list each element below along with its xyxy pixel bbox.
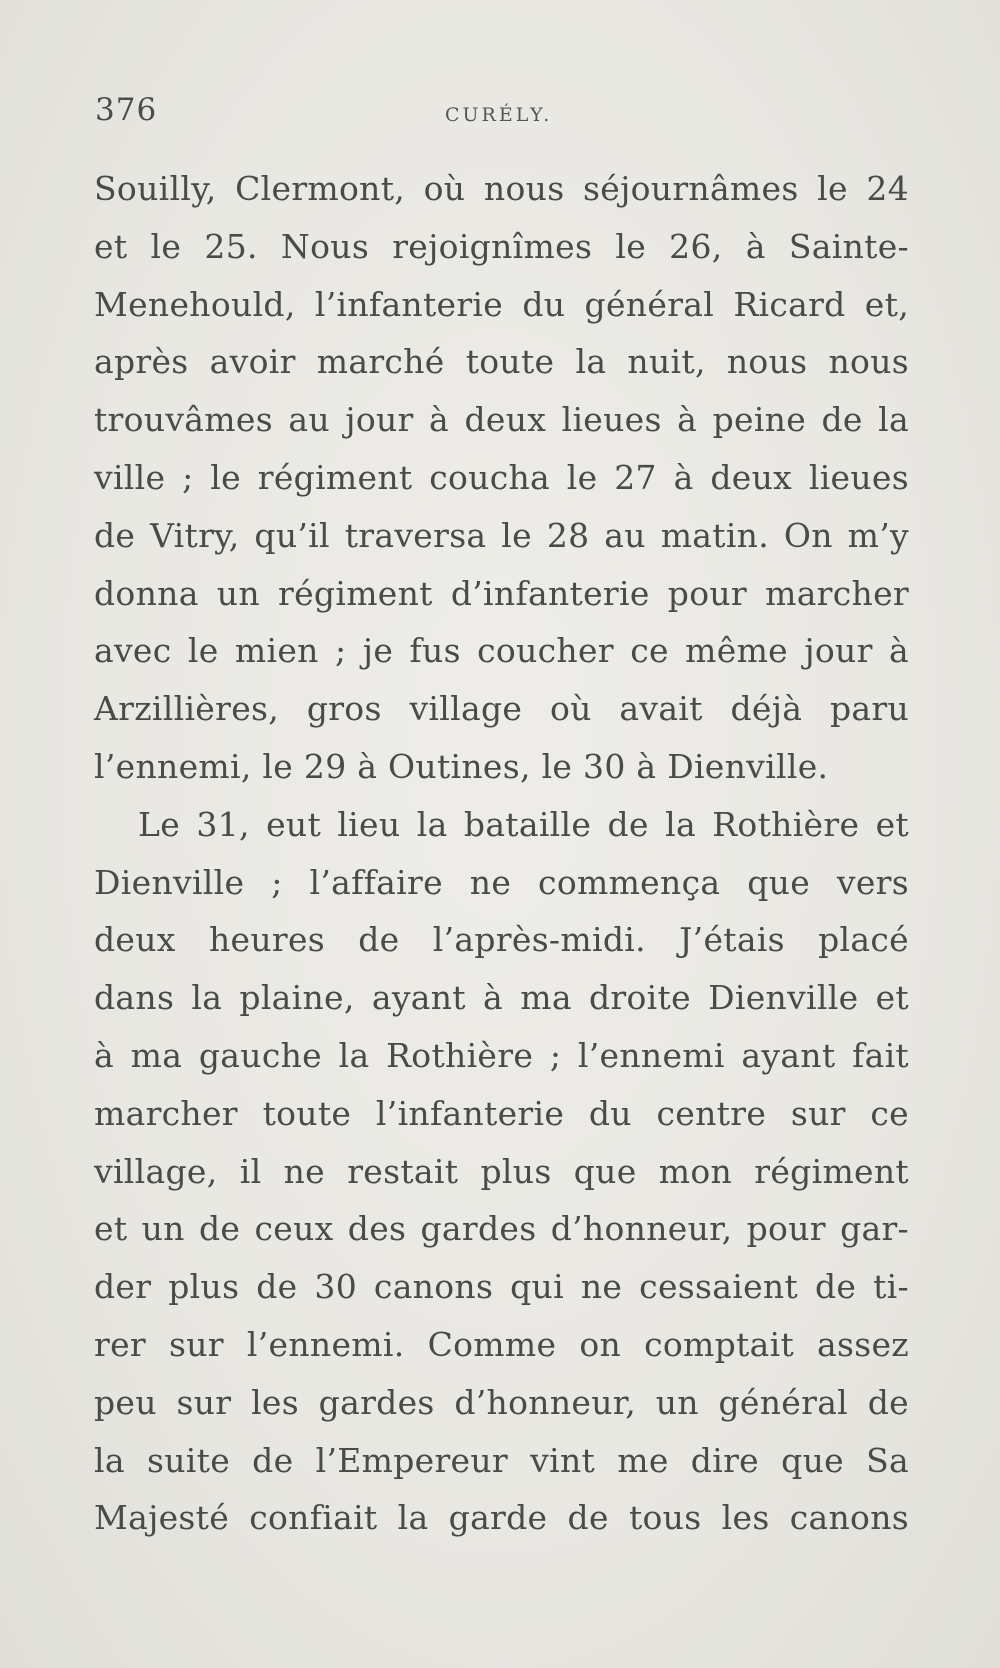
- text-line: de Vitry, qu’il traversa le 28 au matin. On m’y: [94, 515, 909, 555]
- text-line: l’ennemi, le 29 à Outines, le 30 à Dienville.: [94, 746, 829, 786]
- text-line: marcher toute l’infanterie du centre sur ce: [94, 1093, 909, 1133]
- text-line: peu sur les gardes d’honneur, un général de: [94, 1382, 909, 1422]
- text-line: Souilly, Clermont, où nous séjournâmes le 24: [94, 169, 909, 208]
- text-line: ville ; le régiment coucha le 27 à deux lieues: [94, 457, 909, 497]
- text-line: avec le mien ; je fus coucher ce même jour à: [94, 631, 909, 671]
- text-line: rer sur l’ennemi. Comme on comptait assez: [94, 1324, 909, 1364]
- text-line: la suite de l’Empereur vint me dire que Sa: [94, 1440, 909, 1480]
- text-line: et le 25. Nous rejoignîmes le 26, à Sainte-: [94, 226, 909, 266]
- running-head: CURÉLY.: [445, 104, 553, 126]
- page-header: [95, 92, 905, 132]
- text-line: dans la plaine, ayant à ma droite Dienville et: [94, 978, 909, 1018]
- paragraph-first-line: Le 31, eut lieu la bataille de la Rothière et: [138, 804, 909, 844]
- text-line: donna un régiment d’infanterie pour marcher: [94, 573, 909, 613]
- text-line: et un de ceux des gardes d’honneur, pour gar-: [94, 1209, 909, 1249]
- text-line: à ma gauche la Rothière ; l’ennemi ayant fait: [94, 1035, 909, 1075]
- text-line: Arzillières, gros village où avait déjà paru: [94, 689, 909, 729]
- text-line: deux heures de l’après-midi. J’étais placé: [94, 920, 909, 960]
- text-line: village, il ne restait plus que mon régiment: [94, 1151, 909, 1191]
- text-line: Dienville ; l’affaire ne commença que vers: [94, 862, 909, 902]
- text-line: trouvâmes au jour à deux lieues à peine de la: [94, 400, 909, 440]
- text-line: Menehould, l’infanterie du général Ricard et,: [94, 284, 909, 324]
- body-text: [94, 160, 909, 1547]
- text-line: après avoir marché toute la nuit, nous nous: [94, 342, 909, 382]
- text-line: Majesté confiait la garde de tous les canons: [94, 1498, 909, 1538]
- text-line: der plus de 30 canons qui ne cessaient de ti-: [94, 1267, 909, 1307]
- page-number: 376: [95, 92, 158, 128]
